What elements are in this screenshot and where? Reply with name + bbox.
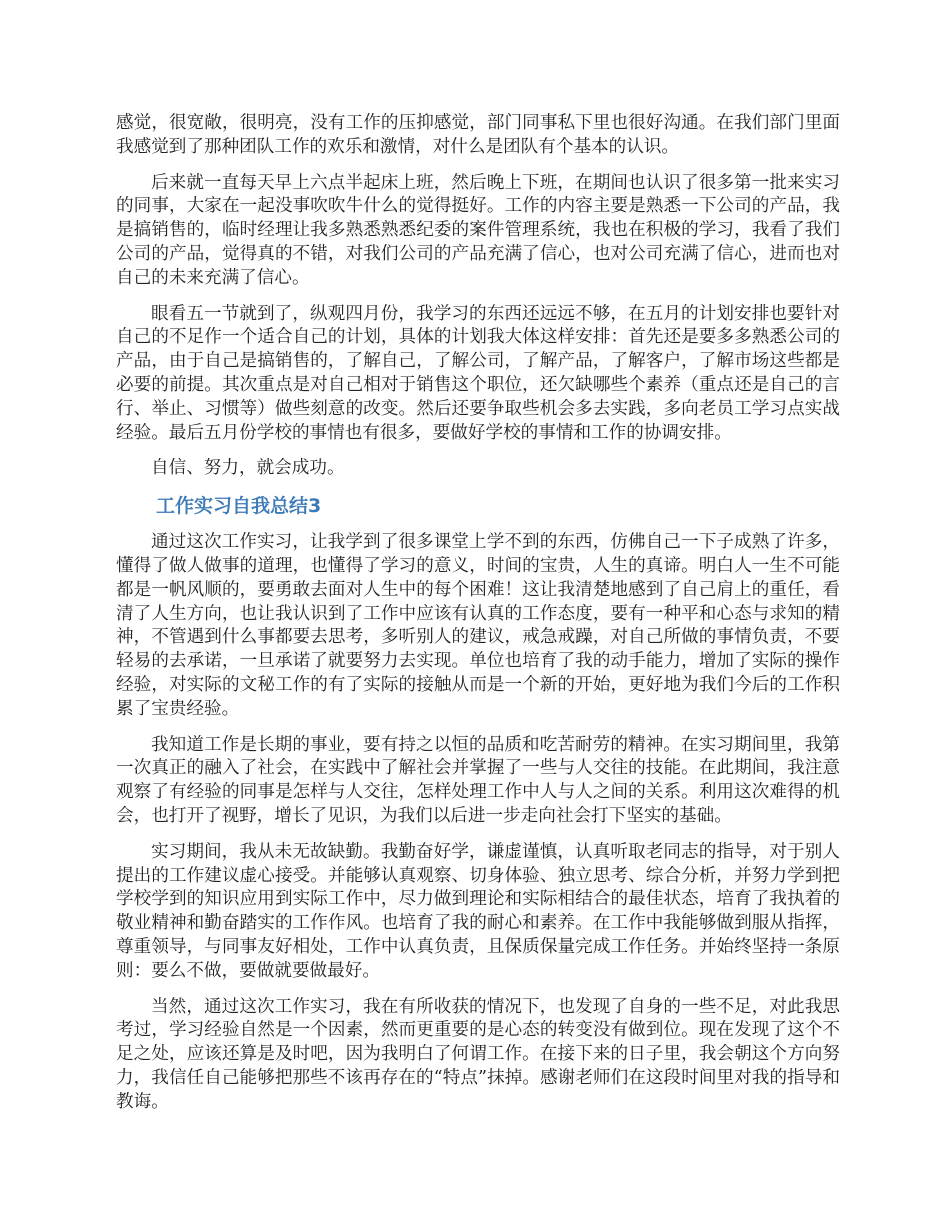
- paragraph: 眼看五一节就到了，纵观四月份，我学习的东西还远远不够，在五月的计划安排也要针对自己的不足作一个适合自己的计划，具体的计划我大体这样安排：首先还是要多多熟悉公司的产品，由于自己是搞销售的，了解自己，了解公司，了解产品，了解客户，了解市场这些都是必要的前提。其次重点是对自己相对于销售这个职位，还欠缺哪些个素养（重点还是自己的言行、举止、习惯等）做些刻意的改变。然后还要争取些机会多去实践，多向老员工学习点实战经验。最后五月份学校的事情也有很多，要做好学校的事情和工作的协调安排。: [116, 303, 840, 443]
- paragraph: 实习期间，我从未无故缺勤。我勤奋好学，谦虚谨慎，认真听取老同志的指导，对于别人提出的工作建议虚心接受。并能够认真观察、切身体验、独立思考、综合分析，并努力学到把学校学到的知识应用到实际工作中，尽力做到理论和实际相结合的最佳状态，培育了我执着的敬业精神和勤奋踏实的工作作风。也培育了我的耐心和素养。在工作中我能够做到服从指挥，尊重领导，与同事友好相处，工作中认真负责，且保质保量完成工作任务。并始终坚持一条原则：要么不做，要做就要做最好。: [116, 841, 840, 981]
- paragraph: 自信、努力，就会成功。: [151, 458, 345, 479]
- paragraph: 我知道工作是长期的事业，要有持之以恒的品质和吃苦耐劳的精神。在实习期间里，我第一次真正的融入了社会，在实践中了解社会并掌握了一些与人交往的技能。在此期间，我注意观察了有经验的同事是怎样与人交往，怎样处理工作中人与人之间的关系。利用这次难得的机会，也打开了视野，增长了见识，为我们以后进一步走向社会打下坚实的基础。: [116, 734, 840, 826]
- paragraph-continuation: 感觉，很宽敞，很明亮，没有工作的压抑感觉，部门同事私下里也很好沟通。在我们部门里面我感觉到了那种团队工作的欢乐和激情，对什么是团队有个基本的认识。: [116, 113, 840, 157]
- paragraph: 通过这次工作实习，让我学到了很多课堂上学不到的东西，仿佛自己一下子成熟了许多，懂得了做人做事的道理，也懂得了学习的意义，时间的宝贵，人生的真谛。明白人一生不可能都是一帆风顺的，要勇敢去面对人生中的每个困难！这让我清楚地感到了自己肩上的重任，看清了人生方向，也让我认识到了工作中应该有认真的工作态度，要有一种平和心态与求知的精神，不管遇到什么事都要去思考，多听别人的建议，戒急戒躁，对自己所做的事情负责，不要轻易的去承诺，一旦承诺了就要努力去实现。单位也培育了我的动手能力，增加了实际的操作经验，对实际的文秘工作的有了实际的接触从而是一个新的开始，更好地为我们今后的工作积累了宝贵经验。: [116, 532, 840, 719]
- paragraph: 后来就一直每天早上六点半起床上班，然后晚上下班，在期间也认识了很多第一批来实习的同事，大家在一起没事吹吹牛什么的觉得挺好。工作的内容主要是熟悉一下公司的产品，我是搞销售的，临时经理让我多熟悉熟悉纪委的案件管理系统，我也在积极的学习，我看了我们公司的产品，觉得真的不错，对我们公司的产品充满了信心，也对公司充满了信心，进而也对自己的未来充满了信心。: [116, 172, 840, 288]
- paragraph: 当然，通过这次工作实习，我在有所收获的情况下，也发现了自身的一些不足，对此我思考过，学习经验自然是一个因素，然而更重要的是心态的转变没有做到位。现在发现了这个不足之处，应该还算是及时吧，因为我明白了何谓工作。在接下来的日子里，我会朝这个方向努力，我信任自己能够把那些不该再存在的“特点”抹掉。感谢老师们在这段时间里对我的指导和教诲。: [116, 996, 840, 1112]
- document-page: [116, 112, 840, 1126]
- section-heading: 工作实习自我总结3: [156, 495, 322, 518]
